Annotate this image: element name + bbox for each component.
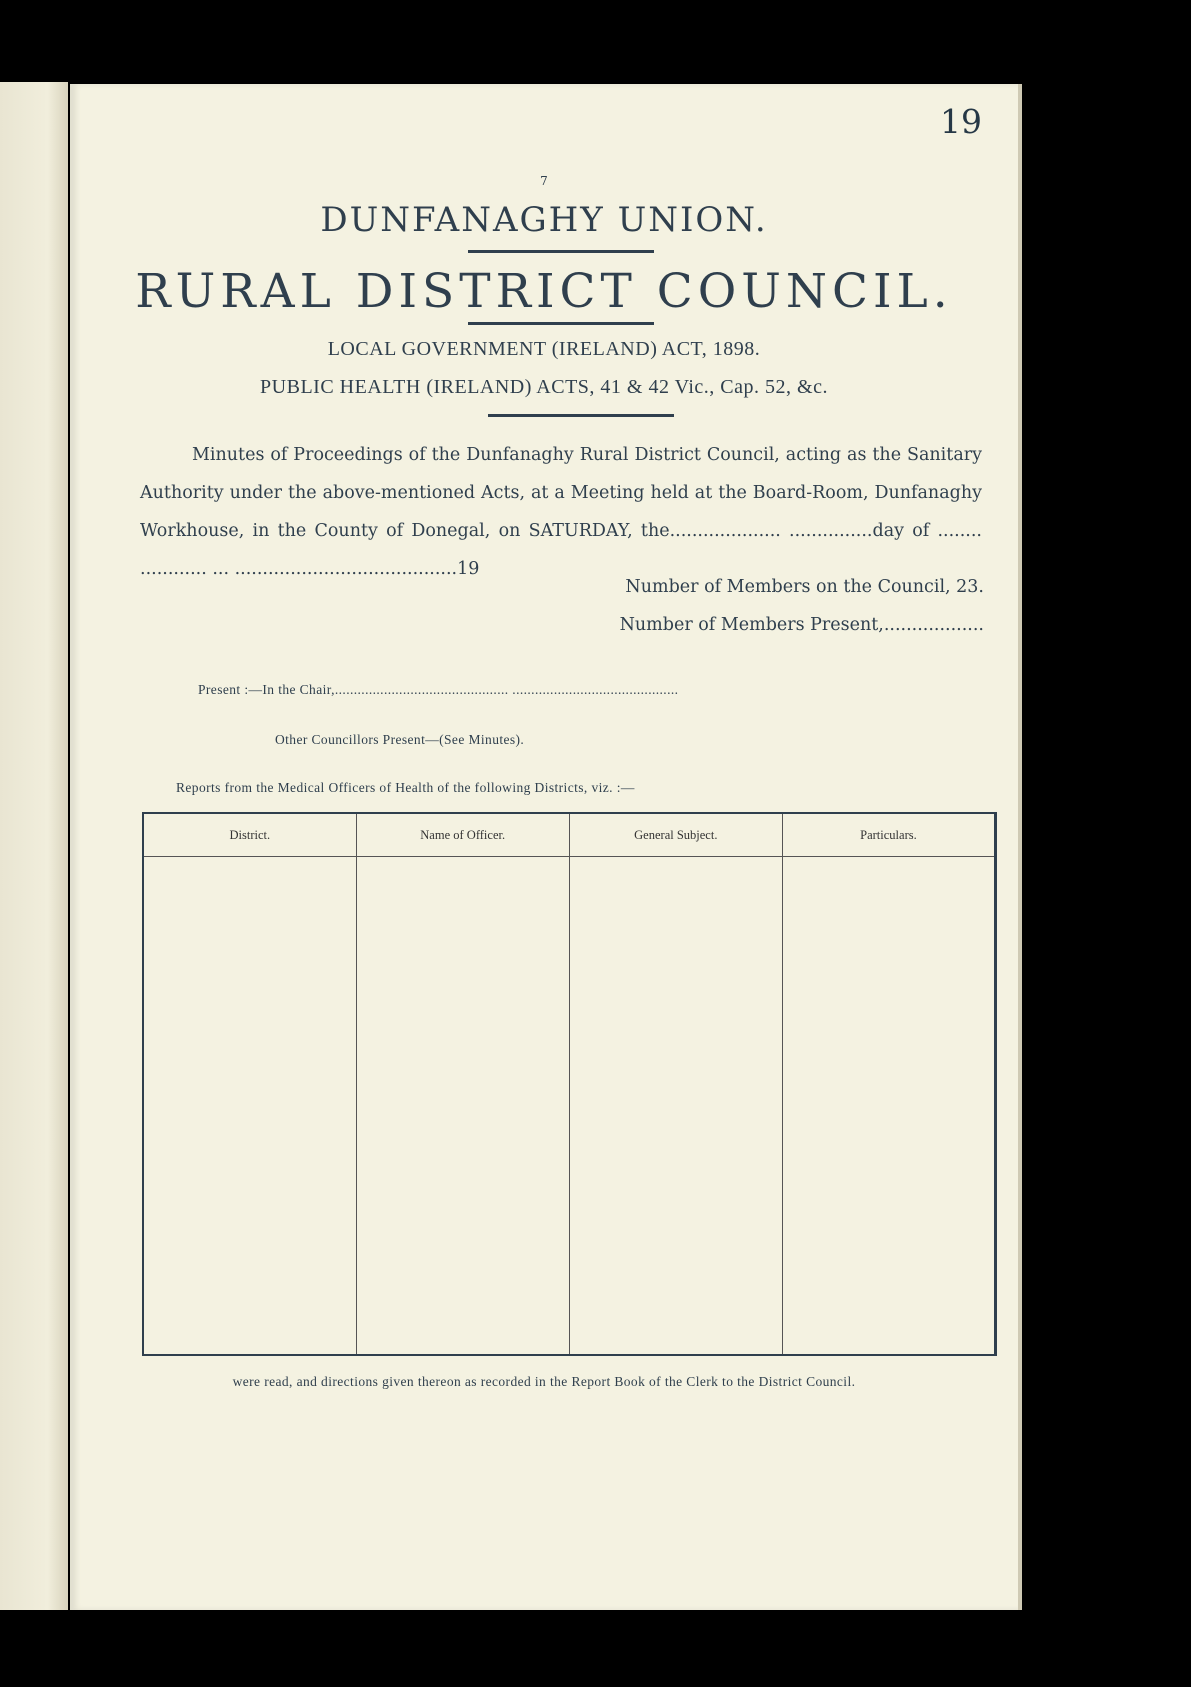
table-row (143, 857, 996, 1356)
present-chair: Present :—In the Chair,.............................................. ............................................ (198, 682, 679, 697)
particulars-cell (782, 857, 995, 1356)
footnote: were read, and directions given thereon as recorded in the Report Book of the Clerk to the District Council. (232, 1374, 856, 1389)
column-header-particulars: Particulars. (782, 813, 995, 857)
officer-cell (356, 857, 569, 1356)
minutes-paragraph: Minutes of Proceedings of the Dunfanaghy Rural District Council, acting as the Sanitary Authority under the above-mentioned Acts, at a Meeting held at the Board-Room, Dunfanaghy Workhouse, in the County of Donegal, on SATURDAY, the.................... ...............day of ........ ............ ... ........................................19 (140, 445, 982, 579)
district-cell (143, 857, 356, 1356)
column-header-subject: General Subject. (569, 813, 782, 857)
acts-divider (488, 414, 674, 417)
document-page (70, 84, 1018, 1610)
form-number: 7 (540, 174, 548, 188)
page-edge (1018, 84, 1022, 1610)
reports-table (142, 812, 997, 1356)
council-divider (468, 322, 654, 325)
members-on-council: Number of Members on the Council, 23. (625, 577, 984, 597)
page-number: 19 (940, 102, 982, 141)
council-title: RURAL DISTRICT COUNCIL. (135, 264, 953, 319)
column-header-officer: Name of Officer. (356, 813, 569, 857)
subject-cell (569, 857, 782, 1356)
reports-intro: Reports from the Medical Officers of Health of the following Districts, viz. :— (176, 780, 635, 795)
other-councillors: Other Councillors Present—(See Minutes). (275, 732, 525, 747)
union-title: DUNFANAGHY UNION. (320, 200, 768, 240)
members-present: Number of Members Present,.................. (619, 615, 984, 635)
previous-page-edge (0, 82, 68, 1610)
act-line-2: PUBLIC HEALTH (IRELAND) ACTS, 41 & 42 Vic., Cap. 52, &c. (260, 376, 828, 398)
act-line-1: LOCAL GOVERNMENT (IRELAND) ACT, 1898. (327, 338, 761, 360)
title-divider (468, 250, 654, 253)
column-header-district: District. (143, 813, 356, 857)
